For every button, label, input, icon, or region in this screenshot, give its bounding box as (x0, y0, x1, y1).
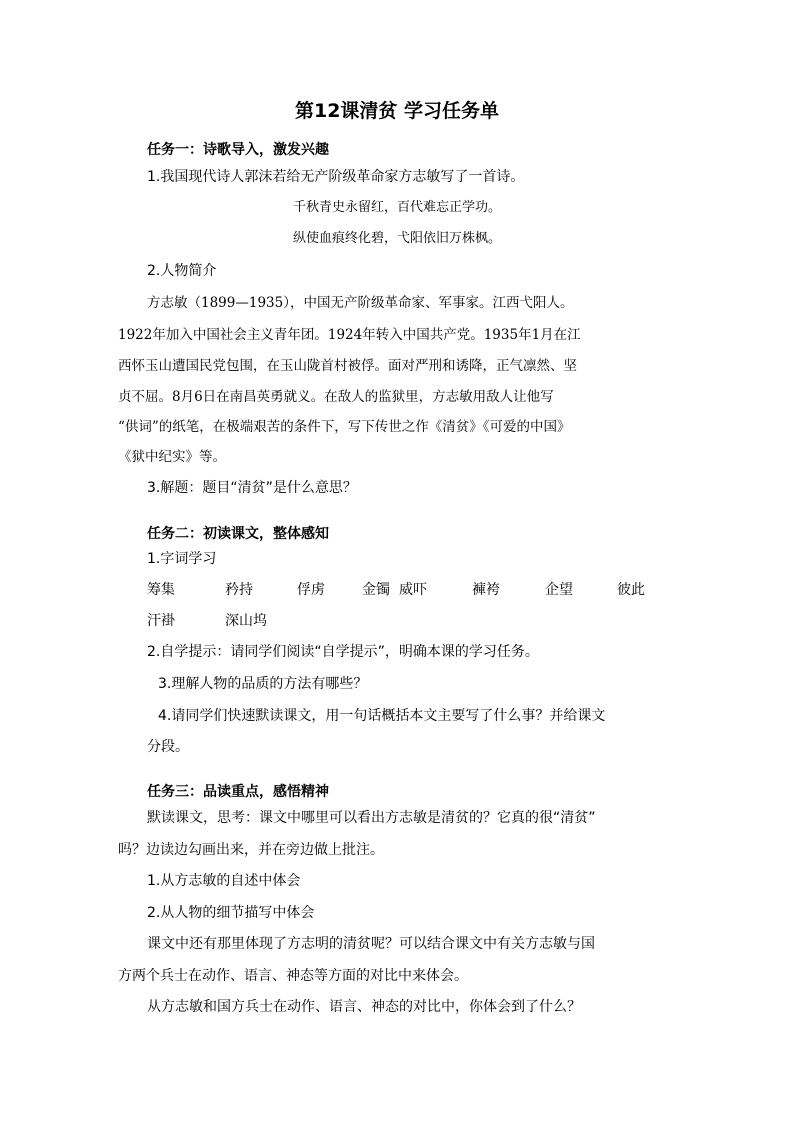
bio-line-4: 贞不屈。8月6日在南昌英勇就义。在敌人的监狱里，方志敏用敌人让他写 (118, 389, 554, 405)
task3-para3: 从方志敏和国方兵士在动作、语言、神态的对比中，你体会到了什么？ (147, 999, 581, 1015)
vocab-word: 深山坞 (225, 613, 267, 629)
bio-line-6: 《狱中纪实》等。 (118, 449, 226, 465)
task1-item2: 2.人物简介 (147, 263, 217, 279)
bio-line-2: 1922年加入中国社会主义青年团。1924年转入中国共产党。1935年1月在江 (118, 327, 581, 343)
task3-para2-line1: 课文中还有那里体现了方志明的清贫呢？可以结合课文中有关方志敏与国 (147, 936, 595, 952)
task1-item1: 1.我国现代诗人郭沫若给无产阶级革命家方志敏写了一首诗。 (147, 169, 525, 185)
vocab-word: 褲袴 (472, 582, 500, 598)
task1-item3: 3.解题：题目“清贫”是什么意思？ (147, 480, 357, 496)
bio-line-5: “供词”的纸笔，在极端艰苦的条件下，写下传世之作《清贫》《可爱的中国》 (118, 419, 571, 435)
task2-heading: 任务二：初读课文，整体感知 (147, 526, 329, 542)
vocab-word: 俘虏 (297, 582, 325, 598)
task1-heading: 任务一：诗歌导入，激发兴趣 (147, 142, 329, 158)
vocab-word: 企望 (545, 582, 573, 598)
poem-line-1: 千秋青史永留红，百代难忘正学功。 (292, 200, 501, 215)
vocab-word: 汗褂 (147, 613, 175, 629)
vocab-word: 金镯 (362, 582, 390, 598)
task2-item3: 3.理解人物的品质的方法有哪些？ (158, 676, 368, 692)
task2-item4-line2: 分段。 (147, 739, 189, 755)
poem-line-2: 纵使血痕终化碧，弋阳依旧万株枫。 (292, 231, 501, 246)
bio-line-3: 西怀玉山遭国民党包围，在玉山陇首村被俘。面对严刑和诱降，正气凛然、坚 (118, 358, 577, 374)
task3-para1-line2: 吗？边读边勾画出来，并在旁边做上批注。 (118, 842, 384, 858)
task3-item2: 2.从人物的细节描写中体会 (147, 905, 315, 921)
task3-item1: 1.从方志敏的自述中体会 (147, 873, 301, 889)
task2-item4-line1: 4.请同学们快速默读课文，用一句话概括本文主要写了什么事？并给课文 (158, 708, 606, 724)
task2-item1: 1.字词学习 (147, 551, 217, 567)
task3-para1-line1: 默读课文，思考：课文中哪里可以看出方志敏是清贫的？它真的很“清贫” (147, 810, 596, 826)
task3-heading: 任务三：品读重点，感悟精神 (147, 784, 329, 800)
bio-line-1 (147, 293, 689, 313)
vocab-word: 筹集 (147, 582, 175, 598)
page-title: 第12课清贫 学习任务单 (294, 100, 500, 122)
vocab-word: 矜持 (225, 582, 253, 598)
vocab-word: 威吓 (399, 582, 427, 598)
task3-para2-line2: 方两个兵士在动作、语言、神态等方面的对比中来体会。 (118, 968, 468, 984)
task2-item2: 2.自学提示：请同学们阅读“自学提示”，明确本课的学习任务。 (147, 644, 539, 660)
bio-text-1: 方志敏（1899—1935），中国无产阶级革命家、军事家。江西弋阳人。 (147, 295, 574, 311)
vocab-word: 彼此 (617, 582, 645, 598)
